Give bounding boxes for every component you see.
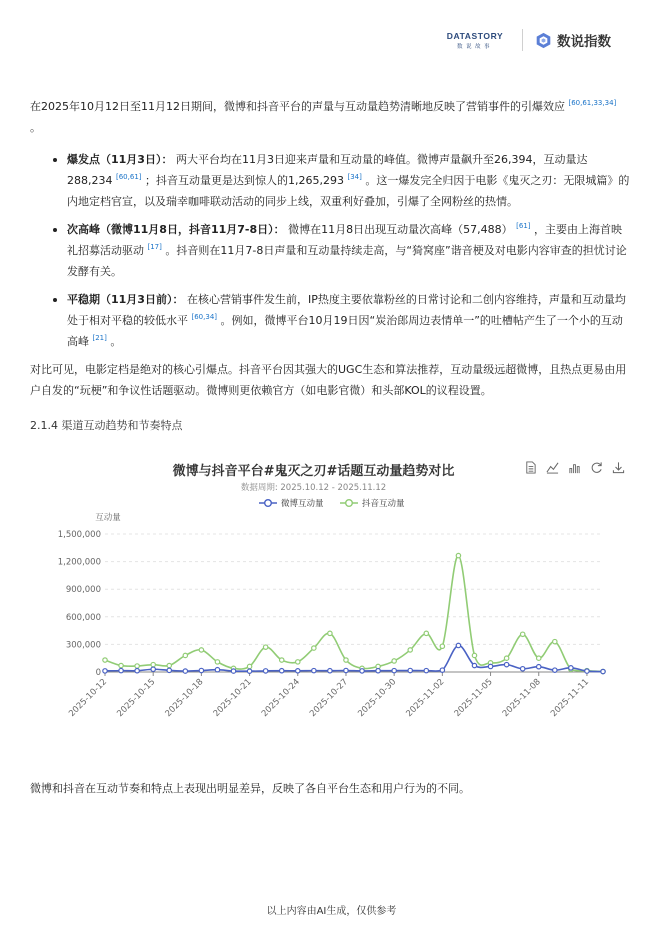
data-point-douyin bbox=[103, 658, 107, 662]
x-tick-label: 2025-11-05 bbox=[452, 677, 495, 720]
data-point-weibo bbox=[247, 669, 251, 673]
legend-marker bbox=[346, 500, 353, 507]
data-point-weibo bbox=[167, 668, 171, 672]
data-point-douyin bbox=[296, 660, 300, 664]
chart-subtitle: 数据周期: 2025.10.12 - 2025.11.12 bbox=[240, 483, 387, 493]
data-point-douyin bbox=[280, 658, 284, 662]
y-tick-label: 300,000 bbox=[65, 640, 101, 651]
data-point-douyin bbox=[328, 631, 332, 635]
data-point-weibo bbox=[585, 669, 589, 673]
key-points-list bbox=[30, 149, 630, 352]
data-point-douyin bbox=[553, 639, 557, 643]
x-tick-label: 2025-10-21 bbox=[211, 677, 254, 720]
bullet-title: 爆发点（11月3日）： bbox=[67, 153, 173, 166]
data-point-weibo bbox=[392, 668, 396, 672]
data-point-weibo bbox=[376, 669, 380, 673]
x-tick-label: 2025-10-12 bbox=[67, 677, 110, 720]
bullet-burst-point bbox=[67, 149, 630, 212]
data-point-weibo bbox=[569, 666, 573, 670]
bullet-text: 。例如，微博平台10月19日因“炭治郎周边表情单一”的吐槽帖产生了一个小的互动高峰 bbox=[67, 314, 623, 348]
intro-tail: 。 bbox=[30, 121, 41, 134]
closing-paragraph: 微博和抖音在互动节奏和特点上表现出明显差异，反映了各自平台生态和用户行为的不同。 bbox=[30, 782, 470, 795]
interaction-trend-chart bbox=[30, 450, 633, 725]
bullet-second-peak bbox=[67, 219, 630, 282]
bullet-text: 。这一爆发完全归因于电影《鬼灭之刃：无限城篇》的内地定档官宣，以及瑞幸咖啡联动活动的同步上线，双重利好叠加，引爆了全网粉丝的热情。 bbox=[67, 174, 630, 208]
data-point-weibo bbox=[456, 643, 460, 647]
data-point-weibo bbox=[344, 668, 348, 672]
x-tick-label: 2025-10-30 bbox=[356, 677, 399, 720]
x-tick-label: 2025-10-24 bbox=[259, 677, 302, 720]
data-point-weibo bbox=[280, 669, 284, 673]
data-point-douyin bbox=[151, 662, 155, 666]
x-tick-label: 2025-10-15 bbox=[115, 677, 158, 720]
x-tick-label: 2025-10-27 bbox=[308, 677, 351, 720]
data-point-weibo bbox=[199, 668, 203, 672]
shuoshuo-index-logo bbox=[535, 30, 611, 50]
chart-plot-area bbox=[30, 450, 633, 725]
data-point-douyin bbox=[215, 660, 219, 664]
data-point-weibo bbox=[440, 668, 444, 672]
x-tick-label: 2025-11-11 bbox=[549, 677, 592, 720]
data-point-weibo bbox=[328, 669, 332, 673]
data-point-weibo bbox=[312, 668, 316, 672]
y-axis-label: 互动量 bbox=[95, 513, 121, 523]
y-tick-label: 900,000 bbox=[65, 585, 101, 596]
data-point-weibo bbox=[215, 668, 219, 672]
data-point-weibo bbox=[472, 663, 476, 667]
x-tick-label: 2025-11-08 bbox=[500, 677, 543, 720]
bullet-text: ；抖音互动量更是达到惊人的1,265,293 bbox=[145, 174, 344, 187]
data-point-douyin bbox=[135, 664, 139, 668]
x-tick-label: 2025-11-02 bbox=[404, 677, 447, 720]
bullet-text: 。 bbox=[110, 335, 122, 348]
citation-link[interactable]: [60,61,33,34] bbox=[568, 99, 617, 107]
legend-label-weibo[interactable]: 微博互动量 bbox=[281, 499, 324, 509]
series-line-douyin bbox=[105, 556, 603, 672]
data-point-weibo bbox=[424, 668, 428, 672]
chart-title: 微博与抖音平台#鬼灭之刃#话题互动量趋势对比 bbox=[172, 464, 455, 479]
data-point-douyin bbox=[504, 656, 508, 660]
bullet-title: 次高峰（微博11月8日，抖音11月7-8日）： bbox=[67, 223, 285, 236]
data-point-weibo bbox=[135, 669, 139, 673]
data-point-douyin bbox=[344, 658, 348, 662]
y-tick-label: 0 bbox=[95, 668, 101, 678]
data-point-weibo bbox=[119, 668, 123, 672]
data-point-weibo bbox=[296, 669, 300, 673]
data-point-douyin bbox=[199, 648, 203, 652]
data-point-weibo bbox=[520, 667, 524, 671]
citation-link[interactable]: [60,61] bbox=[116, 173, 142, 181]
data-point-douyin bbox=[424, 631, 428, 635]
shuoshuo-hexagon-icon bbox=[535, 32, 552, 49]
data-point-weibo bbox=[151, 667, 155, 671]
y-tick-label: 1,200,000 bbox=[57, 557, 101, 568]
section-heading: 2.1.4 渠道互动趋势和节奏特点 bbox=[30, 419, 183, 432]
data-point-douyin bbox=[119, 663, 123, 667]
data-point-weibo bbox=[601, 669, 605, 673]
data-point-douyin bbox=[392, 659, 396, 663]
datastory-logo-subtext: 数说故事 bbox=[456, 43, 493, 50]
citation-link[interactable]: [21] bbox=[92, 334, 107, 342]
data-point-weibo bbox=[504, 662, 508, 666]
ai-disclaimer-footer: 以上内容由AI生成，仅供参考 bbox=[266, 906, 397, 917]
data-point-douyin bbox=[247, 664, 251, 668]
data-point-douyin bbox=[167, 663, 171, 667]
bullet-text: 在核心营销事件发生前，IP热度主要依靠粉丝的日常讨论和二创内容维持，声量和互动量均处于相对平稳的较低水平 bbox=[67, 293, 626, 327]
data-point-douyin bbox=[263, 645, 267, 649]
citation-link[interactable]: [61] bbox=[516, 222, 531, 230]
page-header bbox=[440, 26, 611, 54]
data-point-weibo bbox=[408, 668, 412, 672]
citation-link[interactable]: [34] bbox=[347, 173, 362, 181]
data-point-douyin bbox=[408, 648, 412, 652]
intro-text: 在2025年10月12日至11月12日期间，微博和抖音平台的声量与互动量趋势清晰地反映了营销事件的引爆效应 bbox=[30, 100, 565, 113]
data-point-weibo bbox=[553, 668, 557, 672]
data-point-douyin bbox=[312, 646, 316, 650]
citation-link[interactable]: [60,34] bbox=[191, 313, 218, 321]
data-point-douyin bbox=[440, 644, 444, 648]
data-point-weibo bbox=[231, 669, 235, 673]
data-point-douyin bbox=[183, 653, 187, 657]
data-point-douyin bbox=[520, 632, 524, 636]
bullet-text: 两大平台均在11月3日迎来声量和互动量的峰值。微博声量飙升至26,394，互动量达288,234 bbox=[67, 153, 588, 187]
data-point-douyin bbox=[537, 656, 541, 660]
y-tick-label: 1,500,000 bbox=[57, 530, 101, 540]
legend-label-douyin[interactable]: 抖音互动量 bbox=[362, 499, 405, 509]
intro-paragraph bbox=[30, 96, 630, 138]
header-divider bbox=[522, 29, 523, 51]
bullet-text: ，主要由上海首映礼招募活动驱动 bbox=[67, 223, 623, 257]
report-body bbox=[30, 96, 630, 436]
datastory-logo bbox=[440, 31, 510, 50]
shuoshuo-index-text: 数说指数 bbox=[557, 34, 611, 50]
y-tick-label: 600,000 bbox=[65, 612, 101, 623]
data-point-weibo bbox=[488, 664, 492, 668]
bullet-title: 平稳期（11月3日前）： bbox=[67, 293, 184, 306]
data-point-douyin bbox=[472, 653, 476, 657]
legend-marker bbox=[265, 500, 272, 507]
bullet-stable-period bbox=[67, 289, 630, 352]
data-point-douyin bbox=[456, 553, 460, 557]
datastory-logo-text: DATASTORY bbox=[446, 30, 504, 41]
data-point-weibo bbox=[263, 669, 267, 673]
data-point-weibo bbox=[103, 669, 107, 673]
summary-paragraph: 对比可见，电影定档是绝对的核心引爆点。抖音平台因其强大的UGC生态和算法推荐，互动量级远超微博，且热点更易由用户自发的“玩梗”和争议性话题驱动。微博则更依赖官方（如电影官微）和头部KOL的议程设置。 bbox=[30, 363, 627, 397]
x-tick-label: 2025-10-18 bbox=[163, 677, 206, 720]
citation-link[interactable]: [17] bbox=[147, 243, 162, 251]
bullet-text: 微博在11月8日出现互动量次高峰（57,488） bbox=[288, 223, 513, 236]
data-point-weibo bbox=[360, 669, 364, 673]
bullet-text: 。抖音则在11月7-8日声量和互动量持续走高，与“猗窝座”谐音梗及对电影内容审查的担忧讨论发酵有关。 bbox=[67, 244, 627, 278]
data-point-weibo bbox=[183, 669, 187, 673]
data-point-weibo bbox=[537, 665, 541, 669]
